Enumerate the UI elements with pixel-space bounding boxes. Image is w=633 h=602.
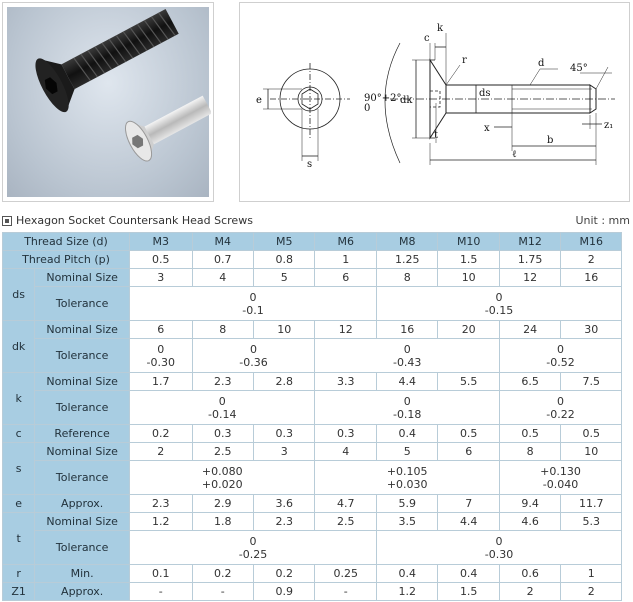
row-ds-nominal [3,269,622,287]
value-cell: 12 [315,321,376,339]
tolerance-lower: -0.52 [546,355,575,369]
label-z1: z₁ [604,120,614,131]
value-cell: 6 [438,443,499,461]
tolerance-lower: -0.36 [239,355,268,369]
label-d: d [538,58,545,69]
nominal-label: Nominal Size [35,321,130,339]
group-z1: Z1 [3,583,35,601]
value-cell: 2 [561,583,622,601]
pitch-cell: 2 [561,251,622,269]
value-cell: 10 [254,321,315,339]
value-cell: 2.5 [315,513,376,531]
tolerance-upper: +0.080 [201,464,243,478]
tolerance-lower: -0.30 [146,355,175,369]
thread-size-label: Thread Size (d) [3,233,130,251]
value-cell: 0.5 [499,425,560,443]
tolerance-upper: +0.105 [386,464,428,478]
value-cell: 6 [315,269,376,287]
value-cell: 2.3 [130,495,193,513]
value-cell: 1 [561,565,622,583]
tolerance-label: Tolerance [35,461,130,495]
value-cell: - [130,583,193,601]
side-view [385,33,615,165]
row-ds-tolerance [3,287,622,321]
label-dk: dk [400,95,413,106]
value-cell: 4.6 [499,513,560,531]
approx-label: Approx. [35,495,130,513]
tolerance-label: Tolerance [35,531,130,565]
value-cell: 24 [499,321,560,339]
row-r [3,565,622,583]
tolerance-lower: -0.25 [238,547,268,561]
tolerance-cell [130,461,315,495]
label-l: ℓ [512,149,517,160]
value-cell: 0.3 [192,425,253,443]
tolerance-cell [130,287,377,321]
value-cell: 11.7 [561,495,622,513]
end-view [263,63,350,161]
screws-photo-illustration [7,7,211,199]
label-45deg: 45° [570,63,588,74]
value-cell: 3.5 [376,513,437,531]
pitch-cell: 1.25 [376,251,437,269]
tolerance-upper: 0 [249,534,257,548]
value-cell: 1.2 [130,513,193,531]
tolerance-cell [130,531,377,565]
tolerance-upper: 0 [218,394,226,408]
row-e [3,495,622,513]
pitch-cell: 0.7 [192,251,253,269]
pitch-cell: 1 [315,251,376,269]
nominal-label: Nominal Size [35,443,130,461]
value-cell: 0.25 [315,565,376,583]
tolerance-cell [192,339,315,373]
tolerance-upper: 0 [403,342,411,356]
label-t: t [434,130,439,141]
value-cell: 0.3 [254,425,315,443]
size-cell: M12 [499,233,560,251]
value-cell: 1.2 [376,583,437,601]
tolerance-cell [499,461,621,495]
value-cell: 20 [438,321,499,339]
size-cell: M10 [438,233,499,251]
tolerance-label: Tolerance [35,391,130,425]
value-cell: 3 [254,443,315,461]
group-k: k [3,373,35,425]
value-cell: 1.8 [192,513,253,531]
tolerance-lower: -0.15 [484,303,514,317]
tolerance-lower: -0.1 [242,303,264,317]
row-k-tolerance [3,391,622,425]
nominal-label: Nominal Size [35,373,130,391]
tolerance-upper: 0 [250,342,257,356]
value-cell: 2.5 [192,443,253,461]
pitch-cell: 1.5 [438,251,499,269]
label-90deg-lower: 0 [364,103,371,114]
label-r: r [462,55,467,66]
value-cell: 3 [130,269,193,287]
row-thread-size [3,233,622,251]
tolerance-cell [315,391,499,425]
tolerance-upper: +0.130 [540,464,581,478]
square-bullet-icon [2,216,12,226]
nominal-label: Nominal Size [35,269,130,287]
value-cell: 8 [192,321,253,339]
value-cell: 5.5 [438,373,499,391]
section-title-row [2,213,630,229]
group-c: c [3,425,35,443]
value-cell: 2.3 [254,513,315,531]
tolerance-upper: 0 [495,290,503,304]
tolerance-lower: -0.18 [392,407,422,421]
value-cell: 9.4 [499,495,560,513]
section-title: Hexagon Socket Countersank Head Screws [16,214,253,227]
technical-drawing [240,3,629,201]
group-s: s [3,443,35,495]
tolerance-upper: 0 [403,394,411,408]
tolerance-cell [130,391,315,425]
tolerance-label: Tolerance [35,339,130,373]
row-s-nominal [3,443,622,461]
label-x: x [484,123,490,134]
value-cell: 2 [130,443,193,461]
tolerance-cell [315,461,499,495]
tolerance-upper: 0 [249,290,257,304]
value-cell: 4.4 [376,373,437,391]
technical-drawing-frame [239,2,630,202]
value-cell: 4.4 [438,513,499,531]
value-cell: 0.5 [561,425,622,443]
value-cell: 2.9 [192,495,253,513]
value-cell: 8 [499,443,560,461]
product-photo [7,7,209,197]
value-cell: 7 [438,495,499,513]
value-cell: 2.8 [254,373,315,391]
group-r: r [3,565,35,583]
tolerance-cell [499,339,621,373]
tolerance-cell [130,339,193,373]
group-e: e [3,495,35,513]
nominal-label: Nominal Size [35,513,130,531]
value-cell: 5 [254,269,315,287]
tolerance-cell [315,339,499,373]
tolerance-lower: +0.030 [386,477,428,491]
product-photo-frame [2,2,214,202]
label-90deg: 90°+2° [364,93,402,104]
size-cell: M5 [254,233,315,251]
row-dk-tolerance [3,339,622,373]
value-cell: 0.2 [192,565,253,583]
value-cell: 5 [376,443,437,461]
size-cell: M6 [315,233,376,251]
value-cell: 10 [438,269,499,287]
pitch-cell: 0.8 [254,251,315,269]
value-cell: 0.3 [315,425,376,443]
min-label: Min. [35,565,130,583]
label-c: c [424,33,430,44]
tolerance-lower: -0.30 [484,547,514,561]
value-cell: 4 [192,269,253,287]
row-k-nominal [3,373,622,391]
value-cell: 0.4 [376,425,437,443]
row-dk-nominal [3,321,622,339]
tolerance-lower: +0.020 [201,477,243,491]
value-cell: 3.6 [254,495,315,513]
tolerance-upper: 0 [556,342,564,356]
value-cell: - [315,583,376,601]
value-cell: 10 [561,443,622,461]
tolerance-lower: -0.22 [546,407,575,421]
tolerance-upper: 0 [556,394,564,408]
group-t: t [3,513,35,565]
value-cell: 3.3 [315,373,376,391]
label-k: k [437,23,444,34]
tolerance-cell [376,287,621,321]
value-cell: 6.5 [499,373,560,391]
size-cell: M4 [192,233,253,251]
label-ds: ds [479,88,491,99]
tolerance-cell [376,531,621,565]
value-cell: 0.5 [438,425,499,443]
value-cell: 4 [315,443,376,461]
tolerance-lower: -0.040 [542,477,579,491]
value-cell: 1.5 [438,583,499,601]
group-dk: dk [3,321,35,373]
value-cell: 6 [130,321,193,339]
value-cell: 1.7 [130,373,193,391]
row-t-tolerance [3,531,622,565]
row-c [3,425,622,443]
pitch-cell: 1.75 [499,251,560,269]
value-cell: 2 [499,583,560,601]
value-cell: 16 [376,321,437,339]
size-cell: M8 [376,233,437,251]
label-e: e [256,95,262,106]
value-cell: 12 [499,269,560,287]
size-cell: M16 [561,233,622,251]
size-cell: M3 [130,233,193,251]
pitch-label: Thread Pitch (p) [3,251,130,269]
value-cell: 30 [561,321,622,339]
row-s-tolerance [3,461,622,495]
approx-label: Approx. [35,583,130,601]
label-s: s [307,159,313,170]
value-cell: 5.9 [376,495,437,513]
value-cell: 7.5 [561,373,622,391]
tolerance-upper: 0 [157,342,165,356]
tolerance-lower: -0.14 [208,407,237,421]
pitch-cell: 0.5 [130,251,193,269]
value-cell: 2.3 [192,373,253,391]
label-b: b [547,135,554,146]
value-cell: 5.3 [561,513,622,531]
spec-table [2,232,622,601]
value-cell: 0.2 [130,425,193,443]
value-cell: 8 [376,269,437,287]
tolerance-cell [499,391,621,425]
row-t-nominal [3,513,622,531]
value-cell: 0.9 [254,583,315,601]
value-cell: 0.4 [376,565,437,583]
tolerance-label: Tolerance [35,287,130,321]
value-cell: 0.2 [254,565,315,583]
tolerance-upper: 0 [495,534,503,548]
value-cell: 0.6 [499,565,560,583]
row-pitch [3,251,622,269]
tolerance-lower: -0.43 [392,355,422,369]
unit-label: Unit : mm [575,214,630,227]
value-cell: - [192,583,253,601]
value-cell: 0.1 [130,565,193,583]
value-cell: 4.7 [315,495,376,513]
row-z1 [3,583,622,601]
value-cell: 16 [561,269,622,287]
group-ds: ds [3,269,35,321]
reference-label: Reference [35,425,130,443]
value-cell: 0.4 [438,565,499,583]
